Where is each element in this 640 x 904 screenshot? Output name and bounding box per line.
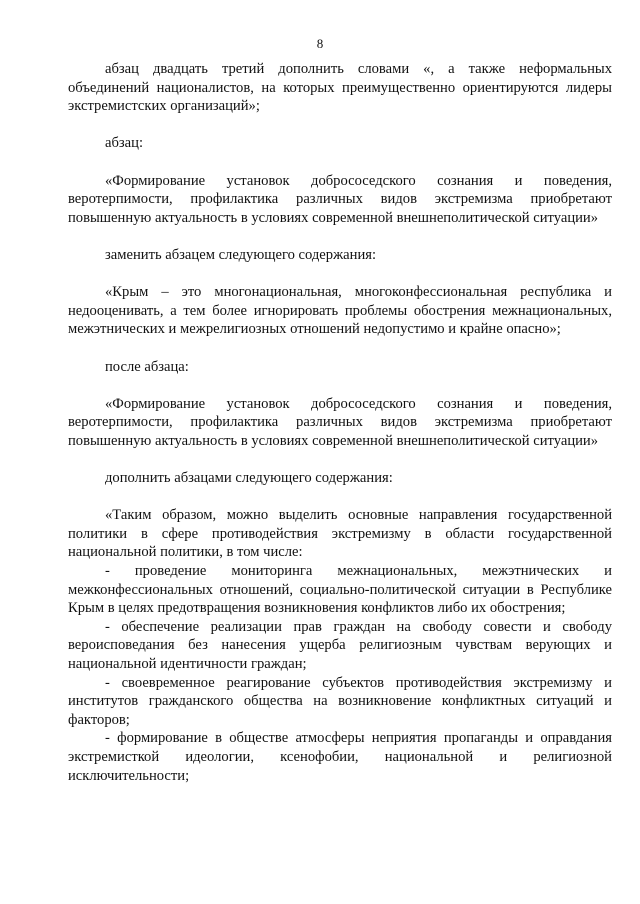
paragraph-after-abzac: после абзаца: — [105, 358, 189, 375]
document-body — [68, 60, 612, 785]
paragraph-amendment-23: абзац двадцать третий дополнить словами «, а также неформальных объединений националистов, на которых преимущественно ориентируются лидеры экстремистских организаций»; — [68, 61, 612, 115]
paragraph-quoted-original-2: «Формирование установок добрососедского сознания и поведения, веротерпимости, профилактика различных видов экстремизма приобретают повышенную актуальность в условиях современной внешнеполитической ситуации» — [68, 395, 612, 449]
paragraph-label-abzac: абзац: — [105, 135, 144, 152]
list-item-rights: - обеспечение реализации прав граждан на свободу совести и свободу вероисповедания без нанесения ущерба религиозным чувствам верующих и национальной идентичности граждан; — [68, 618, 612, 672]
list-item-response: - своевременное реагирование субъектов противодействия экстремизму и институтов гражданского общества на возникновение конфликтных ситуаций и факторов; — [68, 674, 612, 728]
list-item-atmosphere: - формирование в обществе атмосферы неприятия пропаганды и оправдания экстремисткой идеологии, ксенофобии, национальной и религиозной исключительности; — [68, 730, 612, 784]
paragraph-quoted-crimea: «Крым – это многонациональная, многоконфессиональная республика и недооценивать, а тем более игнорировать проблемы обострения межнациональных, межэтнических и межрелигиозных отношений недопустимо и крайне опасно»; — [68, 284, 612, 338]
paragraph-add-instruction: дополнить абзацами следующего содержания: — [105, 470, 393, 487]
paragraph-quoted-original: «Формирование установок добрососедского сознания и поведения, веротерпимости, профилактика различных видов экстремизма приобретают повышенную актуальность в условиях современной внешнеполитической ситуации» — [68, 172, 612, 226]
list-item-monitoring: - проведение мониторинга межнациональных, межэтнических и межконфессиональных отношений, социально-политической ситуации в Республике Крым в целях предотвращения возникновения конфликтов либо их обострения; — [68, 563, 612, 617]
paragraph-replace-instruction: заменить абзацем следующего содержания: — [105, 246, 377, 263]
paragraph-directions-intro: «Таким образом, можно выделить основные направления государственной политики в сфере противодействия экстремизму в области государственной национальной политики, в том числе: — [68, 507, 612, 561]
page-number: 8 — [316, 36, 324, 51]
